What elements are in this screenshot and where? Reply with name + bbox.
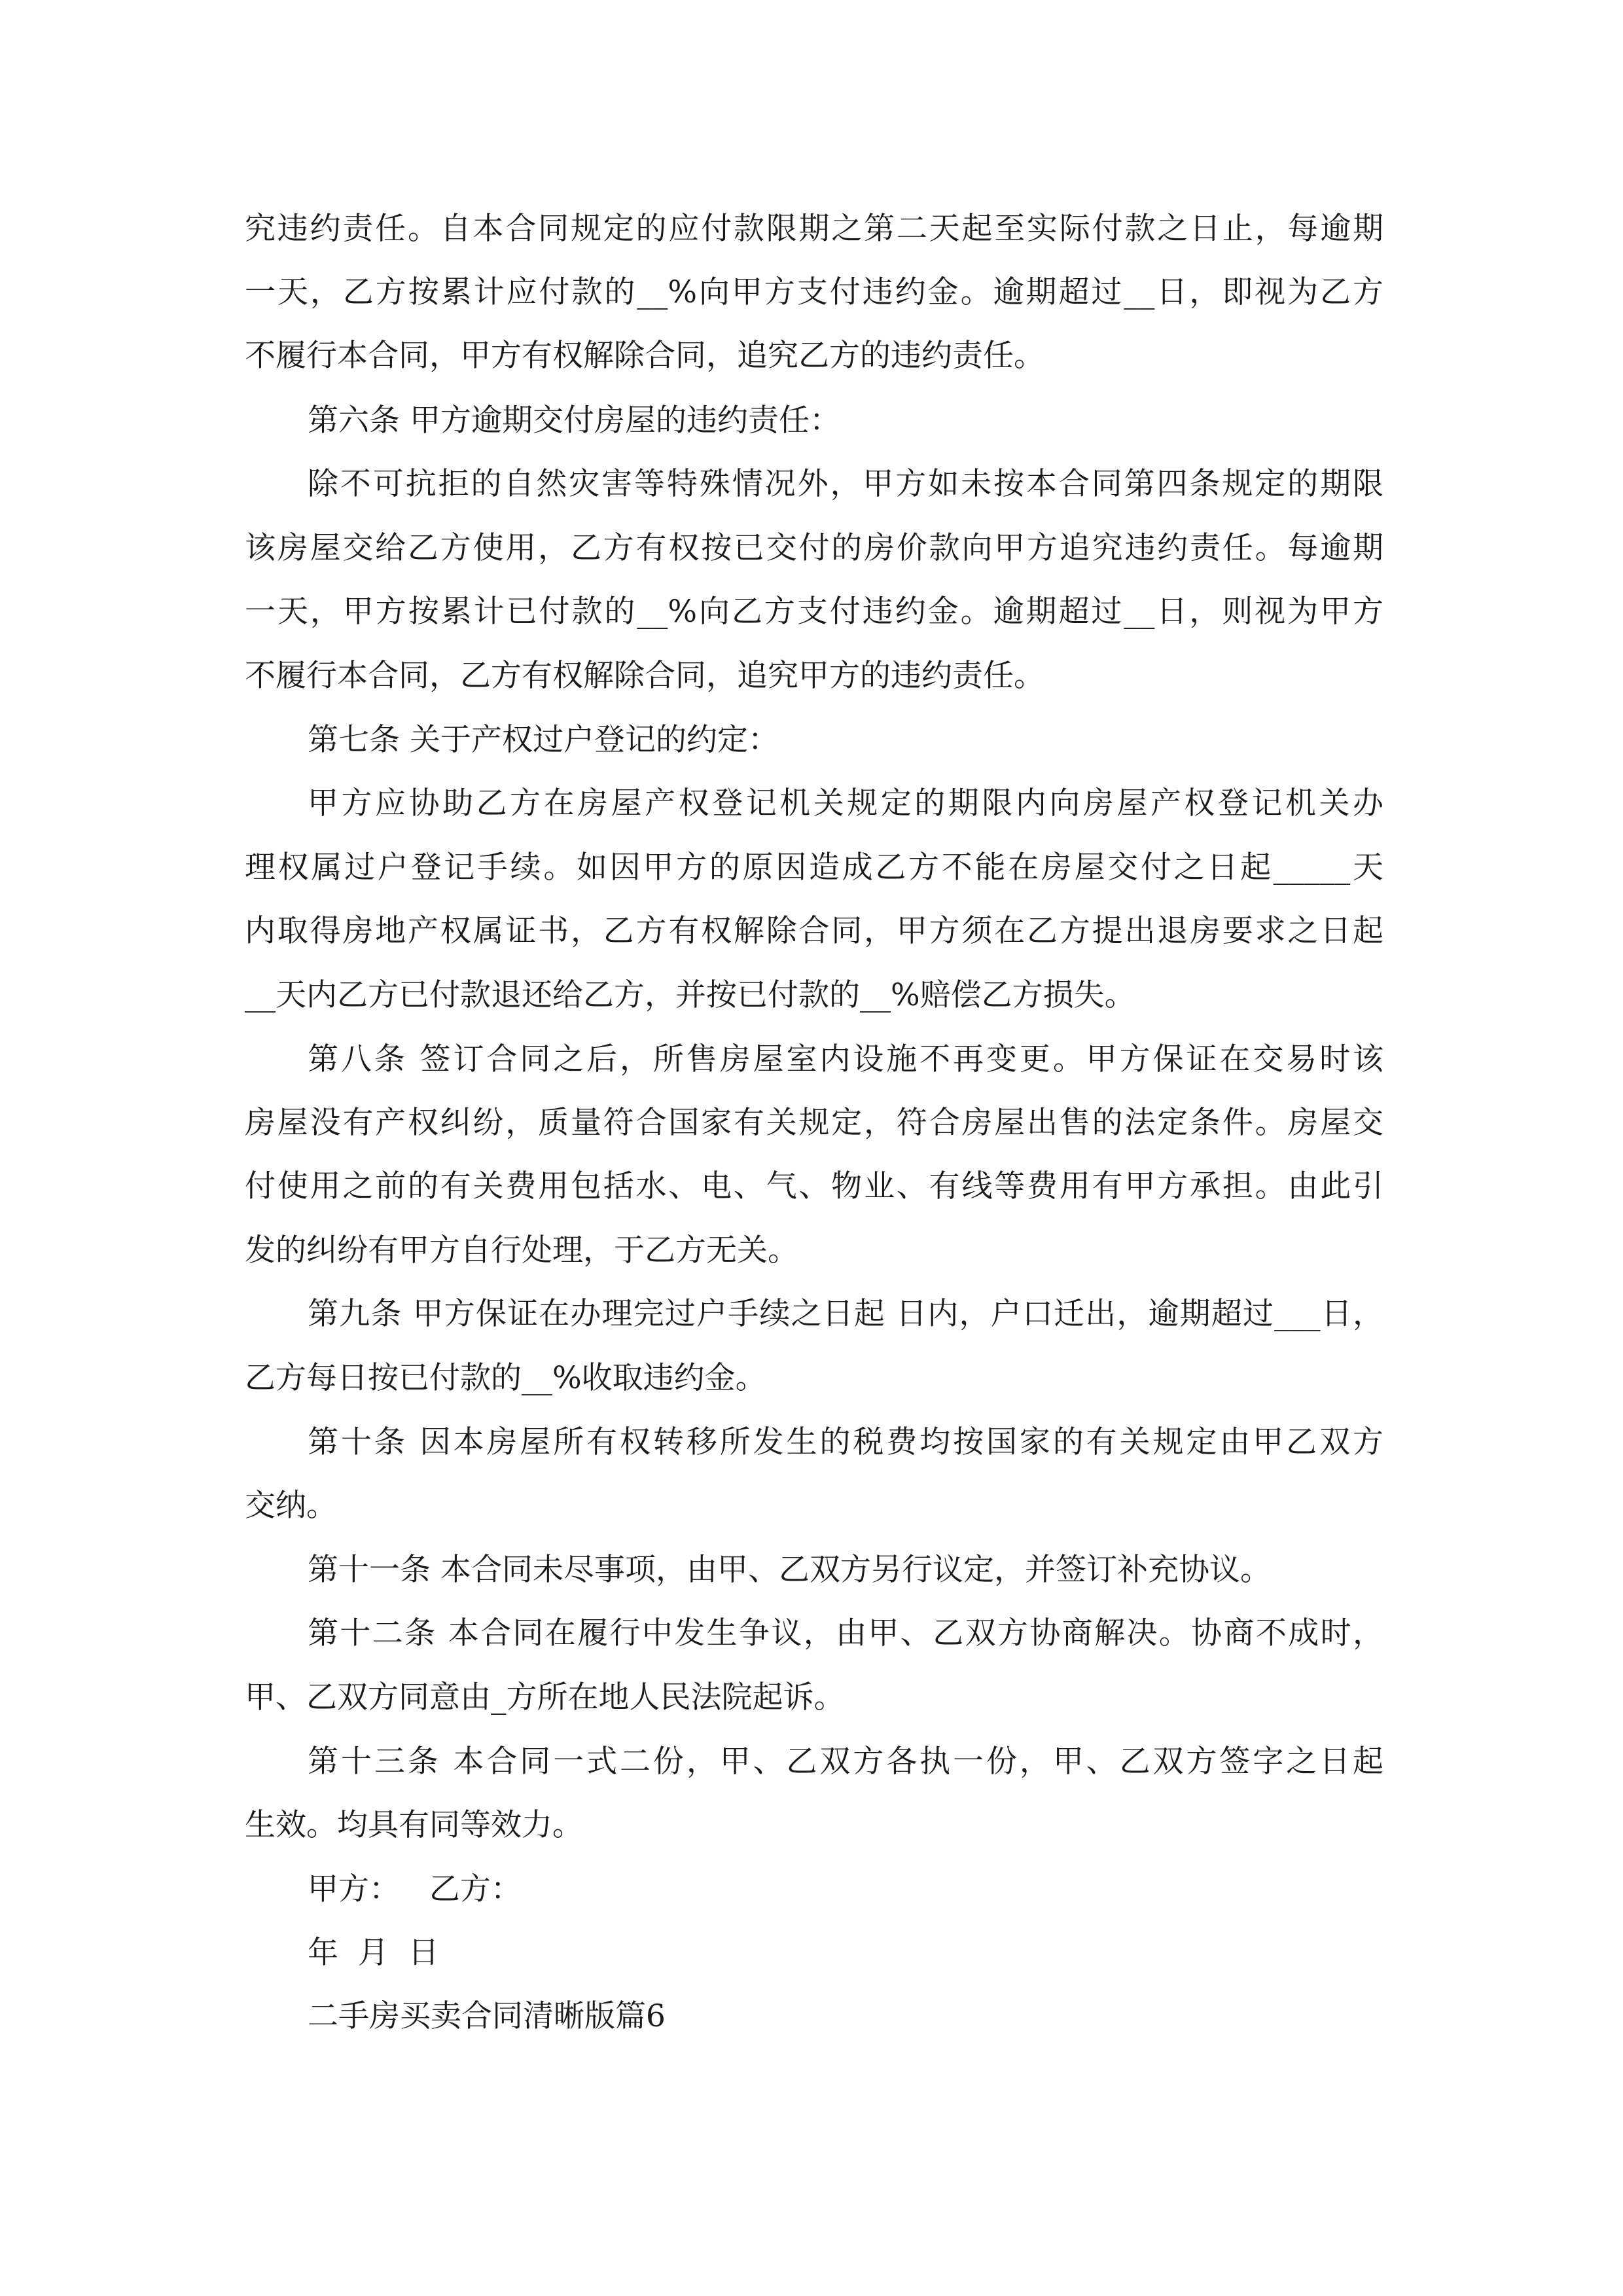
signature-parties: 甲方： 乙方： [308,1871,522,1907]
paragraph-line: 不履行本合同，乙方有权解除合同，追究甲方的违约责任。 [245,658,1044,694]
article-13-line: 第十三条 本合同一式二份，甲、乙双方各执一份，甲、乙双方签字之日起 [308,1744,1383,1780]
paragraph-line: 内取得房地产权属证书，乙方有权解除合同，甲方须在乙方提出退房要求之日起 [245,913,1383,949]
paragraph-line: __天内乙方已付款退还给乙方，并按已付款的__%赔偿乙方损失。 [245,977,1135,1013]
section-title: 二手房买卖合同清晰版篇6 [308,1998,666,2034]
paragraph-line: 生效。均具有同等效力。 [245,1807,583,1843]
article-11-line: 第十一条 本合同未尽事项，由甲、乙双方另行议定，并签订补充协议。 [308,1552,1271,1588]
paragraph-line: 除不可抗拒的自然灾害等特殊情况外，甲方如未按本合同第四条规定的期限 [308,466,1383,502]
paragraph-line: 理权属过户登记手续。如因甲方的原因造成乙方不能在房屋交付之日起_____天 [245,850,1383,886]
article-9-line: 第九条 甲方保证在办理完过户手续之日起 日内，户口迁出，逾期超过___日， [308,1296,1383,1332]
paragraph-line: 甲方应协助乙方在房屋产权登记机关规定的期限内向房屋产权登记机关办 [308,785,1383,821]
paragraph-line: 乙方每日按已付款的__%收取违约金。 [245,1360,766,1396]
paragraph-line: 甲、乙双方同意由_方所在地人民法院起诉。 [245,1679,845,1715]
article-8-line: 第八条 签订合同之后，所售房屋室内设施不再变更。甲方保证在交易时该 [308,1041,1383,1077]
signature-date: 年 月 日 [308,1935,439,1971]
paragraph-line: 发的纠纷有甲方自行处理，于乙方无关。 [245,1232,798,1268]
article-12-line: 第十二条 本合同在履行中发生争议，由甲、乙双方协商解决。协商不成时， [308,1615,1383,1651]
paragraph-line: 一天，甲方按累计已付款的__%向乙方支付违约金。逾期超过__日，则视为甲方 [245,594,1383,630]
paragraph-line: 交纳。 [245,1488,337,1524]
paragraph-line: 付使用之前的有关费用包括水、电、气、物业、有线等费用有甲方承担。由此引 [245,1168,1383,1204]
paragraph-line: 究违约责任。自本合同规定的应付款限期之第二天起至实际付款之日止，每逾期 [245,211,1383,247]
paragraph-line: 房屋没有产权纠纷，质量符合国家有关规定，符合房屋出售的法定条件。房屋交 [245,1105,1383,1141]
paragraph-line: 一天，乙方按累计应付款的__%向甲方支付违约金。逾期超过__日，即视为乙方 [245,274,1383,310]
paragraph-line: 不履行本合同，甲方有权解除合同，追究乙方的违约责任。 [245,338,1044,374]
paragraph-line: 该房屋交给乙方使用，乙方有权按已交付的房价款向甲方追究违约责任。每逾期 [245,530,1383,566]
article-heading-7: 第七条 关于产权过户登记的约定： [308,722,779,758]
article-10-line: 第十条 因本房屋所有权转移所发生的税费均按国家的有关规定由甲乙双方 [308,1424,1383,1460]
article-heading-6: 第六条 甲方逾期交付房屋的违约责任： [308,403,840,439]
